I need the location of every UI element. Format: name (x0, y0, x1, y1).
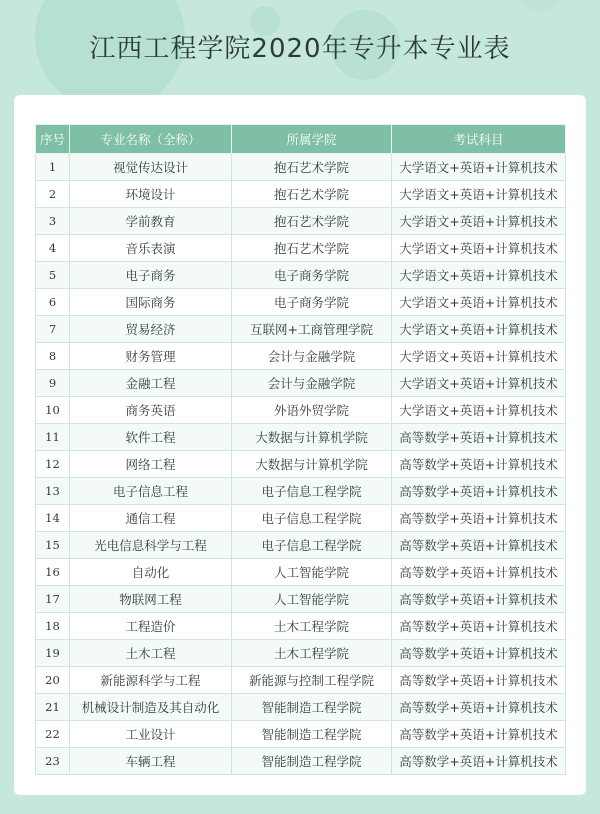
table-row (36, 478, 566, 505)
college-name: 人工智能学院 (232, 586, 392, 613)
exam-subjects: 高等数学+英语+计算机技术 (392, 478, 566, 505)
exam-subjects: 大学语文+英语+计算机技术 (392, 208, 566, 235)
major-name: 视觉传达设计 (70, 154, 232, 181)
header-college: 所属学院 (232, 125, 392, 154)
major-name: 工业设计 (70, 721, 232, 748)
college-name: 智能制造工程学院 (232, 721, 392, 748)
exam-subjects: 高等数学+英语+计算机技术 (392, 613, 566, 640)
row-index: 19 (36, 640, 70, 667)
row-index: 2 (36, 181, 70, 208)
exam-subjects: 高等数学+英语+计算机技术 (392, 424, 566, 451)
exam-subjects: 大学语文+英语+计算机技术 (392, 316, 566, 343)
row-index: 23 (36, 748, 70, 775)
table-row (36, 370, 566, 397)
exam-subjects: 高等数学+英语+计算机技术 (392, 505, 566, 532)
row-index: 7 (36, 316, 70, 343)
table-row (36, 748, 566, 775)
table-row (36, 262, 566, 289)
exam-subjects: 高等数学+英语+计算机技术 (392, 559, 566, 586)
row-index: 11 (36, 424, 70, 451)
table-row (36, 397, 566, 424)
exam-subjects: 大学语文+英语+计算机技术 (392, 181, 566, 208)
row-index: 17 (36, 586, 70, 613)
header-subjects: 考试科目 (392, 125, 566, 154)
row-index: 22 (36, 721, 70, 748)
row-index: 4 (36, 235, 70, 262)
table-row (36, 613, 566, 640)
table-row (36, 235, 566, 262)
table-row (36, 559, 566, 586)
table-row (36, 694, 566, 721)
major-name: 新能源科学与工程 (70, 667, 232, 694)
exam-subjects: 高等数学+英语+计算机技术 (392, 694, 566, 721)
exam-subjects: 大学语文+英语+计算机技术 (392, 370, 566, 397)
college-name: 智能制造工程学院 (232, 748, 392, 775)
row-index: 8 (36, 343, 70, 370)
exam-subjects: 大学语文+英语+计算机技术 (392, 397, 566, 424)
college-name: 电子信息工程学院 (232, 505, 392, 532)
header-index: 序号 (36, 125, 70, 154)
table-row (36, 343, 566, 370)
college-name: 智能制造工程学院 (232, 694, 392, 721)
major-name: 车辆工程 (70, 748, 232, 775)
majors-table (35, 124, 566, 775)
row-index: 20 (36, 667, 70, 694)
college-name: 电子信息工程学院 (232, 532, 392, 559)
exam-subjects: 大学语文+英语+计算机技术 (392, 262, 566, 289)
exam-subjects: 高等数学+英语+计算机技术 (392, 748, 566, 775)
table-row (36, 154, 566, 181)
table-card (14, 95, 586, 795)
row-index: 9 (36, 370, 70, 397)
college-name: 电子商务学院 (232, 289, 392, 316)
table-row (36, 667, 566, 694)
table-row (36, 640, 566, 667)
table-row (36, 316, 566, 343)
major-name: 光电信息科学与工程 (70, 532, 232, 559)
table-row (36, 181, 566, 208)
college-name: 电子信息工程学院 (232, 478, 392, 505)
major-name: 金融工程 (70, 370, 232, 397)
college-name: 外语外贸学院 (232, 397, 392, 424)
major-name: 物联网工程 (70, 586, 232, 613)
college-name: 会计与金融学院 (232, 370, 392, 397)
major-name: 贸易经济 (70, 316, 232, 343)
row-index: 14 (36, 505, 70, 532)
table-row (36, 721, 566, 748)
background-bubble (520, 0, 560, 12)
college-name: 大数据与计算机学院 (232, 451, 392, 478)
exam-subjects: 大学语文+英语+计算机技术 (392, 235, 566, 262)
major-name: 学前教育 (70, 208, 232, 235)
row-index: 21 (36, 694, 70, 721)
table-row (36, 289, 566, 316)
major-name: 工程造价 (70, 613, 232, 640)
row-index: 10 (36, 397, 70, 424)
table-row (36, 586, 566, 613)
major-name: 电子信息工程 (70, 478, 232, 505)
row-index: 15 (36, 532, 70, 559)
major-name: 软件工程 (70, 424, 232, 451)
row-index: 16 (36, 559, 70, 586)
header-major: 专业名称（全称） (70, 125, 232, 154)
major-name: 自动化 (70, 559, 232, 586)
major-name: 财务管理 (70, 343, 232, 370)
exam-subjects: 高等数学+英语+计算机技术 (392, 451, 566, 478)
college-name: 抱石艺术学院 (232, 154, 392, 181)
major-name: 国际商务 (70, 289, 232, 316)
row-index: 18 (36, 613, 70, 640)
row-index: 12 (36, 451, 70, 478)
row-index: 5 (36, 262, 70, 289)
row-index: 6 (36, 289, 70, 316)
college-name: 土木工程学院 (232, 640, 392, 667)
page-title: 江西工程学院2020年专升本专业表 (89, 34, 511, 64)
exam-subjects: 高等数学+英语+计算机技术 (392, 640, 566, 667)
row-index: 1 (36, 154, 70, 181)
table-row (36, 208, 566, 235)
exam-subjects: 高等数学+英语+计算机技术 (392, 586, 566, 613)
college-name: 大数据与计算机学院 (232, 424, 392, 451)
table-row (36, 532, 566, 559)
exam-subjects: 高等数学+英语+计算机技术 (392, 721, 566, 748)
college-name: 新能源与控制工程学院 (232, 667, 392, 694)
college-name: 抱石艺术学院 (232, 208, 392, 235)
college-name: 电子商务学院 (232, 262, 392, 289)
header-row (36, 125, 566, 154)
exam-subjects: 高等数学+英语+计算机技术 (392, 532, 566, 559)
college-name: 抱石艺术学院 (232, 235, 392, 262)
table-row (36, 451, 566, 478)
table-row (36, 424, 566, 451)
exam-subjects: 大学语文+英语+计算机技术 (392, 289, 566, 316)
major-name: 环境设计 (70, 181, 232, 208)
major-name: 土木工程 (70, 640, 232, 667)
major-name: 音乐表演 (70, 235, 232, 262)
college-name: 抱石艺术学院 (232, 181, 392, 208)
exam-subjects: 大学语文+英语+计算机技术 (392, 343, 566, 370)
exam-subjects: 大学语文+英语+计算机技术 (392, 154, 566, 181)
college-name: 互联网+工商管理学院 (232, 316, 392, 343)
row-index: 13 (36, 478, 70, 505)
table-body (36, 154, 566, 775)
row-index: 3 (36, 208, 70, 235)
college-name: 会计与金融学院 (232, 343, 392, 370)
college-name: 人工智能学院 (232, 559, 392, 586)
major-name: 机械设计制造及其自动化 (70, 694, 232, 721)
major-name: 通信工程 (70, 505, 232, 532)
major-name: 商务英语 (70, 397, 232, 424)
exam-subjects: 高等数学+英语+计算机技术 (392, 667, 566, 694)
major-name: 电子商务 (70, 262, 232, 289)
major-name: 网络工程 (70, 451, 232, 478)
table-header (36, 125, 566, 154)
table-row (36, 505, 566, 532)
college-name: 土木工程学院 (232, 613, 392, 640)
